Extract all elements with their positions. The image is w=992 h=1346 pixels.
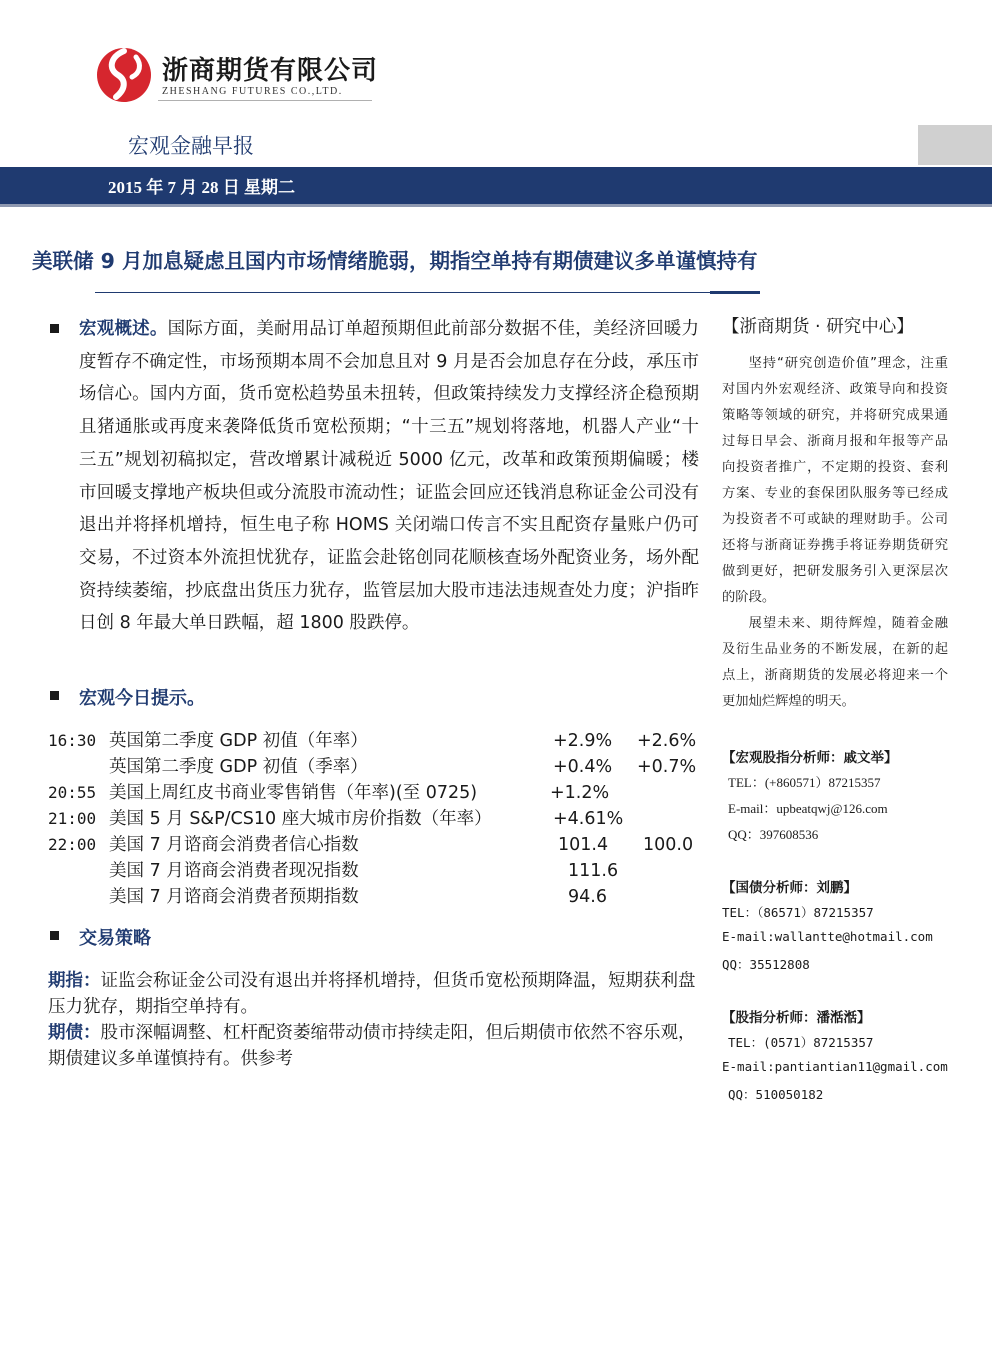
calendar-actual: +2.9% [553, 731, 613, 751]
company-name-en: ZHESHANG FUTURES CO.,LTD. [162, 86, 343, 97]
analyst-heading: 【宏观股指分析师：戚文举】 [722, 750, 898, 766]
strategy-label: 期指： [48, 971, 101, 991]
analyst-qq: QQ：510050182 [728, 1087, 824, 1102]
calendar-time: 20:55 [48, 783, 97, 802]
calendar-event: 英国第二季度 GDP 初值（年率） [109, 731, 368, 751]
calendar-event: 英国第二季度 GDP 初值（季率） [109, 757, 368, 777]
date-bar-shadow [0, 204, 992, 207]
section-title-calendar: 宏观今日提示。 [79, 688, 205, 709]
macro-overview [79, 313, 699, 640]
bullet-square-icon [50, 691, 59, 700]
analyst-tel: TEL：(0571）87215357 [728, 1035, 874, 1050]
bullet-square-icon [50, 324, 59, 333]
sidebar-outlook: 展望未来、期待辉煌，随着金融及衍生品业务的不断发展，在新的起点上，浙商期货的发展必将迎来一个更加灿烂辉煌的明天。 [722, 616, 948, 709]
calendar-actual: 111.6 [568, 861, 619, 881]
analyst-qq: QQ：35512808 [722, 957, 810, 972]
calendar-time: 16:30 [48, 731, 97, 750]
calendar-event: 美国上周红皮书商业零售销售（年率)(至 0725) [109, 783, 478, 803]
analyst-tel: TEL：(+860571）87215357 [728, 775, 881, 790]
calendar-prior: 100.0 [643, 835, 694, 855]
company-logo-icon [96, 47, 152, 103]
report-date: 2015 年 7 月 28 日 星期二 [108, 178, 295, 197]
calendar-event: 美国 7 月谘商会消费者现况指数 [109, 861, 359, 881]
calendar-prior: +0.7% [637, 757, 697, 777]
sidebar-intro: 坚持“研究创造价值”理念，注重对国内外宏观经济、政策导向和投资策略等领域的研究，并将研究成果通过每日早会、浙商月报和年报等产品向投资者推广，不定期的投资、套利方案、专业的套保团队服务等已经成为投资者不可或缺的理财助手。公司还将与浙商证券携手将证券期货研究做到更好，把研发服务引入更深层次的阶段。 [722, 356, 948, 605]
sidebar-title: 【浙商期货 · 研究中心】 [722, 317, 914, 337]
calendar-prior: +2.6% [637, 731, 697, 751]
calendar-actual: 94.6 [568, 887, 607, 907]
strategy-item [48, 968, 698, 1020]
analyst-qq: QQ：397608536 [728, 827, 819, 842]
logo-divider [158, 100, 372, 101]
analyst-tel: TEL：（86571）87215357 [722, 905, 874, 920]
analyst-heading: 【股指分析师：潘湉湉】 [722, 1010, 871, 1026]
overview-text: 国际方面，美耐用品订单超预期但此前部分数据不佳，美经济回暖力度暂存不确定性，市场预期本周不会加息且对 9 月是否会加息存在分歧，承压市场信心。国内方面，货币宽松趋势虽未扭转，但政策持续发力支撑经济企稳预期且猪通胀或再度来袭降低货币宽松预期；“十三五”规划将落地，机器人产业“十三五”规划初稿拟定，营改增累计减税近 5000 亿元，改革和政策预期偏暖；楼市回暖支撑地产板块但或分流股市流动性；证监会回应还钱消息称证金公司没有退出并将择机增持，恒生电子称 HOMS 关闭端口传言不实且配资存量账户仍可交易，不过资本外流担忧犹存，证监会赴铭创同花顺核查场外配资业务，场外配资持续萎缩，抄底盘出货压力犹存，监管层加大股市违法违规查处力度；沪指昨日创 8 年最大单日跌幅，超 1800 股跌停。 [79, 319, 700, 634]
calendar-event: 美国 5 月 S&P/CS10 座大城市房价指数（年率） [109, 809, 492, 829]
analyst-email[interactable]: E-mail:pantiantian11@gmail.com [722, 1059, 948, 1074]
strategy-text: 证监会称证金公司没有退出并将择机增持，但货币宽松预期降温，短期获利盘压力犹存，期指空单持有。 [48, 971, 696, 1017]
company-name-cn: 浙商期货有限公司 [162, 56, 379, 86]
calendar-actual: +1.2% [550, 783, 610, 803]
analyst-heading: 【国债分析师：刘鹏】 [722, 880, 857, 896]
headline-divider [95, 292, 760, 293]
headline: 美联储 9 月加息疑虑且国内市场情绪脆弱，期指空单持有期债建议多单谨慎持有 [32, 249, 758, 273]
header-grey-block [918, 125, 992, 165]
section-title-overview: 宏观概述。 [79, 319, 168, 339]
calendar-actual: 101.4 [558, 835, 609, 855]
strategy-label: 期债： [48, 1023, 101, 1043]
calendar-event: 美国 7 月谘商会消费者预期指数 [109, 887, 359, 907]
calendar-actual: +0.4% [553, 757, 613, 777]
analyst-email[interactable]: E-mail：upbeatqwj@126.com [728, 801, 888, 816]
section-title-strategy: 交易策略 [79, 928, 151, 949]
bullet-square-icon [50, 931, 59, 940]
report-type: 宏观金融早报 [128, 134, 254, 158]
calendar-time: 22:00 [48, 835, 97, 854]
calendar-time: 21:00 [48, 809, 97, 828]
strategy-text: 股市深幅调整、杠杆配资萎缩带动债市持续走阳，但后期债市依然不容乐观，期债建议多单谨慎持有。供参考 [48, 1023, 696, 1069]
calendar-event: 美国 7 月谘商会消费者信心指数 [109, 835, 359, 855]
analyst-email[interactable]: E-mail:wallantte@hotmail.com [722, 929, 933, 944]
calendar-actual: +4.61% [553, 809, 624, 829]
strategy-item [48, 1020, 698, 1072]
headline-divider-accent [710, 291, 760, 294]
